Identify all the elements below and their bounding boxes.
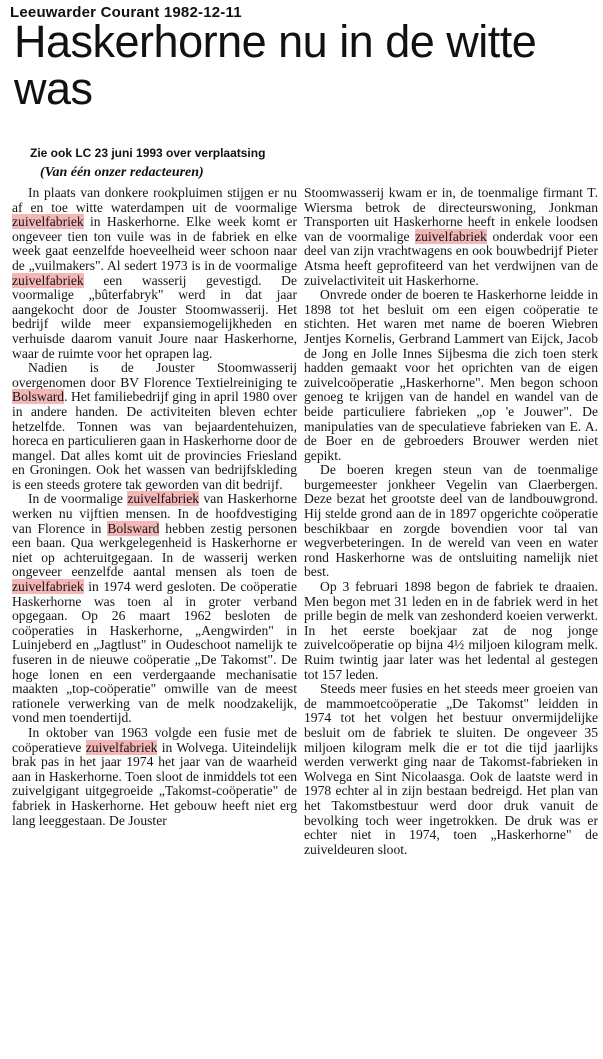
text-run: hebben zestig personen een baan. Qua werkgelegenheid is Haskerhorne er niet op achteruitgegaan. In de wasserij werken ongeveer eenzelfde aantal mensen als toen de [12,520,297,580]
highlighted-term: zuivelfabriek [12,272,84,288]
highlighted-term: zuivelfabriek [415,228,487,244]
article-paragraph [12,492,297,726]
article-paragraph [304,463,598,580]
article-paragraph [304,580,598,682]
highlighted-term: zuivelfabriek [12,579,84,595]
byline: (Van één onzer redacteuren) [40,165,204,180]
source-line: Leeuwarder Courant 1982-12-11 [10,4,242,21]
text-run: van Haskerhorne werken nu vijftien mensen. In de hoofdvestiging van Florence in [12,491,297,536]
article-paragraph [12,186,297,361]
text-run: Nadien is de Jouster Stoomwasserij overgenomen door BV Florence Textielreiniging te [12,360,297,390]
text-run: Op 3 februari 1898 begon de fabriek te draaien. Men begon met 31 leden en in de fabriek werd in het prille begin de melk van zeshonderd koeien verwerkt. In het eerste boekjaar zat de nog jonge zuivelcoöperatie op bijna 4½ miljoen kilogram melk. Ruim twintig jaar later was het ledental al gestegen tot 157 leden. [304,579,598,682]
text-run: onderdak voor een deel van zijn vrachtwagens en ook bouwbedrijf Pieter Atsma heeft geprofiteerd van het verdwijnen van de zuivelactiviteit uit Haskerhorne. [304,228,598,288]
highlighted-term: Bolsward [107,520,160,536]
article-column-left [12,186,297,828]
highlighted-term: zuivelfabriek [85,739,158,755]
highlighted-term: zuivelfabriek [12,214,84,230]
cross-reference-note: Zie ook LC 23 juni 1993 over verplaatsing [30,146,266,160]
highlighted-term: Bolsward [12,389,65,405]
text-run: Steeds meer fusies en het steeds meer groeien van de mammoetcoöperatie „De Takomst" leidden in 1974 tot het volgen het bestuur onvermijdelijke besluit om de fabriek te sluiten. De ongeveer 35 miljoen kilogram melk die er tot die tijd jaarlijks werden verwerkt ging naar de Takomst-fabrieken in Wolvega en Sint Nicolaasga. Ook de laatste werd in 1978 echter al in zijn bestaan bedreigd. Het plan van het Takomstbestuur werd door druk vanuit de bevolking toch weer ingetrokken. De druk was er echter niet in 1974, toen „Haskerhorne" de zuiveldeuren sloot. [304,681,598,857]
text-run: in 1974 werd gesloten. De coöperatie Haskerhorne was toen al in groter verband opgegaan. Op 26 maart 1962 besloten de coöperaties in Haskerhorne, „Aengwirden" in Luinjeberd en „Jagtlust" in Oudeschoot namelijk te fuseren in de nieuwe coöperatie „De Takomst". De hoge lonen en een verdergaande mechanisatie maakten „top-coöperatie" omwille van de meest rationele verwerking van de melk noodzakelijk, vond men toendertijd. [12,579,297,726]
text-run: Onvrede onder de boeren te Haskerhorne leidde in 1898 tot het besluit om een eigen coöperatie te stichten. Het waren met name de boeren Wiebren Jentjes Kornelis, Gerbrand Lammert van Eijck, Jacob de Jong en Jolle Innes Sijbesma die zich toen sterk hadden gemaakt voor het oprichten van de eigen zuivelcoöperatie „Haskerhorne". Men begon schoon genoeg te krijgen van de handel en wandel van de beide particuliere fabrieken „op 'e Jouwer". De manipulaties van de speculatieve fabrieken van E. A. de Boer en de gebroeders Brouwer werden niet gepikt. [304,287,598,463]
text-run: Stoomwasserij kwam er in, de toenmalige firmant T. Wiersma betrok de directeurswoning, Jonkman Transporten uit Haskerhorne heeft in enkele loodsen van de voormalige [304,185,598,244]
article-column-right [304,186,598,857]
text-run: In plaats van donkere rookpluimen stijgen er nu af en toe witte waterdampen uit de voormalige [12,185,297,215]
text-run: In oktober van 1963 volgde een fusie met de coöperatieve [12,724,297,755]
article-paragraph [12,726,297,828]
headline: Haskerhorne nu in de witte was [14,16,537,114]
text-run: De boeren kregen steun van de toenmalige burgemeester jonkheer Vegelin van Claerbergen. Deze bezat het grootste deel van de landbouwgrond. Hij stelde grond aan de in 1897 opgerichte coöperatie beschikbaar en zorgde bovendien voor tal van wegverbeteringen. In de wereld van veen en water rond Haskerhorne was de ontsluiting namelijk niet best. [304,462,598,580]
highlighted-term: zuivelfabriek [127,491,200,507]
article-paragraph [304,186,598,288]
text-run: een wasserij gevestigd. De voormalige „bûterfabryk" werd in dat jaar aangekocht door de Jouster Stoomwasserij. Het bedrijf wilde meer expansiemogelijkheden en verhuisde daarom vanuit Joure naar Haskerhorne, waar de ruimte voor het oprapen lag. [12,272,297,361]
article-paragraph [304,682,598,857]
text-run: in Haskerhorne. Elke week komt er ongeveer tien ton vuile was in de fabriek en elke week gaat eenzelfde hoeveelheid weer schoon naar de „vuilmakers". Al sedert 1973 is in de voormalige [12,214,297,273]
article-paragraph [12,361,297,492]
text-run: in Wolvega. Uiteindelijk brak pas in het jaar 1974 het jaar van de waarheid aan in Haskerhorne. Toen sloot de inmiddels tot een zuivelgigant uitgegroeide „Takomst-coöperatie" de fabriek in Haskerhorne. Het gebouw heeft niet erg lang leeggestaan. De Jouster [12,739,297,828]
text-run: . Het familiebedrijf ging in april 1980 over in andere handen. De activiteiten bleven echter hetzelfde. Tonnen was van bejaardentehuizen, horeca en particulieren gaan in Haskerhorne door de mangel. Dat alles komt uit de provincies Friesland en Groningen. Ook het wassen van bedrijfskleding is een steeds grotere tak geworden van dit bedrijf. [12,389,297,492]
article-paragraph [304,288,598,463]
text-run: In de voormalige [28,491,128,507]
